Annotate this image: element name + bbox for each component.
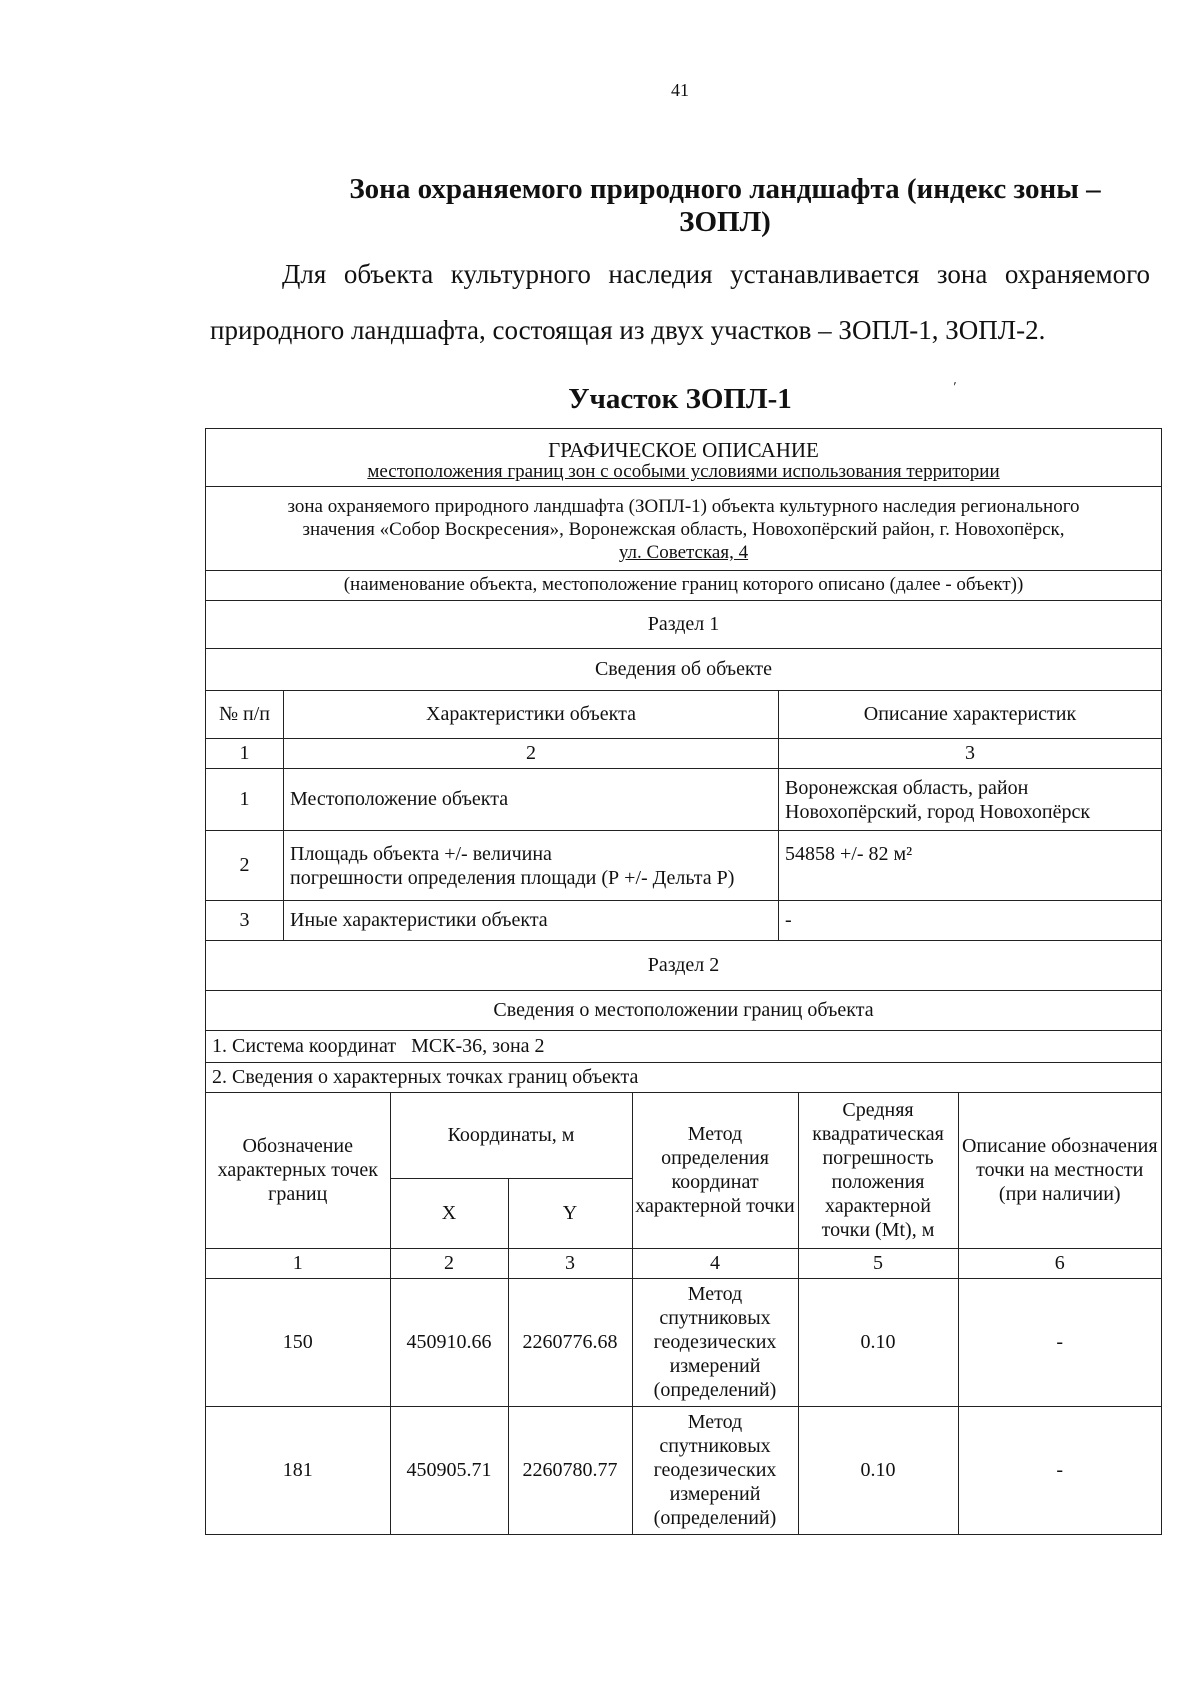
points-label: 2. Сведения о характерных точках границ объекта [206,1063,1161,1093]
section2-title: Раздел 2 [206,941,1161,991]
object-description-line: ул. Советская, 4 [618,542,749,563]
value-text: - [785,909,792,931]
points-table [206,1093,1161,1534]
intro-text: Для объекта культурного наследия устанавливается зона охраняемого природного ландшафта, состоящая из двух участков – ЗОПЛ-1, ЗОПЛ-2. [210,259,1150,345]
column-header: Характеристики объекта [284,691,779,738]
point-id: 150 [206,1278,390,1406]
coordinate-system-value: МСК-36, зона 2 [411,1035,545,1057]
column-number: 3 [965,742,975,764]
section1-row [206,831,1161,901]
form-header [206,429,1161,487]
value-cell [779,901,1161,940]
characteristic-text: Местоположение объекта [290,788,509,810]
row-number: 2 [206,831,284,900]
object-description [206,487,1161,571]
point-mt: 0.10 [798,1406,958,1534]
column-number: 4 [632,1248,798,1278]
point-method: Метод спутниковых геодезических измерений (определений) [632,1406,798,1534]
point-y: 2260776.68 [508,1278,632,1406]
document-title: Зона охраняемого природного ландшафта (индекс зоны – ЗОПЛ) [349,173,1101,238]
value-cell [779,769,1161,830]
stray-mark: ' [949,380,958,396]
coordinate-system-label: 1. Система координат [212,1035,397,1057]
header-error: Средняя квадратическая погрешность положения характерной точки (Mt), м [798,1093,958,1248]
form-subtitle: местоположения границ зон с особыми условиями использования территории [367,461,1000,482]
header-designation: Обозначение характерных точек границ [206,1093,390,1248]
page-number: 41 [671,80,689,100]
point-method: Метод спутниковых геодезических измерений (определений) [632,1278,798,1406]
section1-number-row [206,739,1161,769]
header-y: Y [508,1178,632,1248]
column-header: № п/п [206,691,284,738]
object-description-line: значения «Собор Воскресения», Воронежская область, Новохопёрский район, г. Новохопёрск, [302,519,1065,540]
column-number: 1 [206,1248,390,1278]
value-text: Воронежская область, район [785,776,1029,799]
section1-row [206,901,1161,941]
object-description-line: зона охраняемого природного ландшафта (ЗОПЛ-1) объекта культурного наследия регионального [287,496,1080,517]
column-number: 1 [206,739,284,768]
point-id: 181 [206,1406,390,1534]
point-mt: 0.10 [798,1278,958,1406]
section1-title: Раздел 1 [206,601,1161,649]
column-header: Описание характеристик [863,703,1077,725]
section2-subtitle: Сведения о местоположении границ объекта [206,991,1161,1031]
point-x: 450910.66 [390,1278,508,1406]
column-number: 3 [508,1248,632,1278]
column-number: 2 [390,1248,508,1278]
characteristic-cell [284,901,779,940]
section1-header-row [206,691,1161,739]
graphic-description-form [205,428,1162,1535]
row-number: 1 [206,769,284,830]
point-description: - [958,1278,1161,1406]
header-x: X [390,1178,508,1248]
header-coordinates: Координаты, м [390,1093,632,1178]
table-row [206,1278,1161,1406]
coordinate-system [206,1031,1161,1063]
characteristic-text: Площадь объекта +/- величина [290,842,552,865]
point-description: - [958,1406,1161,1534]
column-number: 5 [798,1248,958,1278]
header-method: Метод определения координат характерной точки [632,1093,798,1248]
section1-row [206,769,1161,831]
characteristic-cell [284,769,779,830]
section1-subtitle: Сведения об объекте [206,649,1161,691]
points-table-wrapper [206,1093,1161,1534]
row-number: 3 [206,901,284,940]
object-caption: (наименование объекта, местоположение границ которого описано (далее - объект)) [206,571,1161,601]
value-text: 54858 +/- 82 м² [785,843,913,865]
intro-paragraph [210,246,1150,358]
characteristic-cell [284,831,779,900]
table-row [206,1406,1161,1534]
column-number: 6 [958,1248,1161,1278]
header-location: Описание обозначения точки на местности (при наличии) [958,1093,1161,1248]
section-subtitle: Участок ЗОПЛ-1 [568,383,792,415]
value-text: Новохопёрский, город Новохопёрск [785,800,1091,823]
characteristic-text: Иные характеристики объекта [290,909,548,931]
point-y: 2260780.77 [508,1406,632,1534]
column-number: 2 [284,739,779,768]
point-x: 450905.71 [390,1406,508,1534]
characteristic-text: погрешности определения площади (Р +/- Дельта Р) [290,866,735,889]
form-title: ГРАФИЧЕСКОЕ ОПИСАНИЕ [548,438,819,462]
value-cell [779,831,1161,900]
